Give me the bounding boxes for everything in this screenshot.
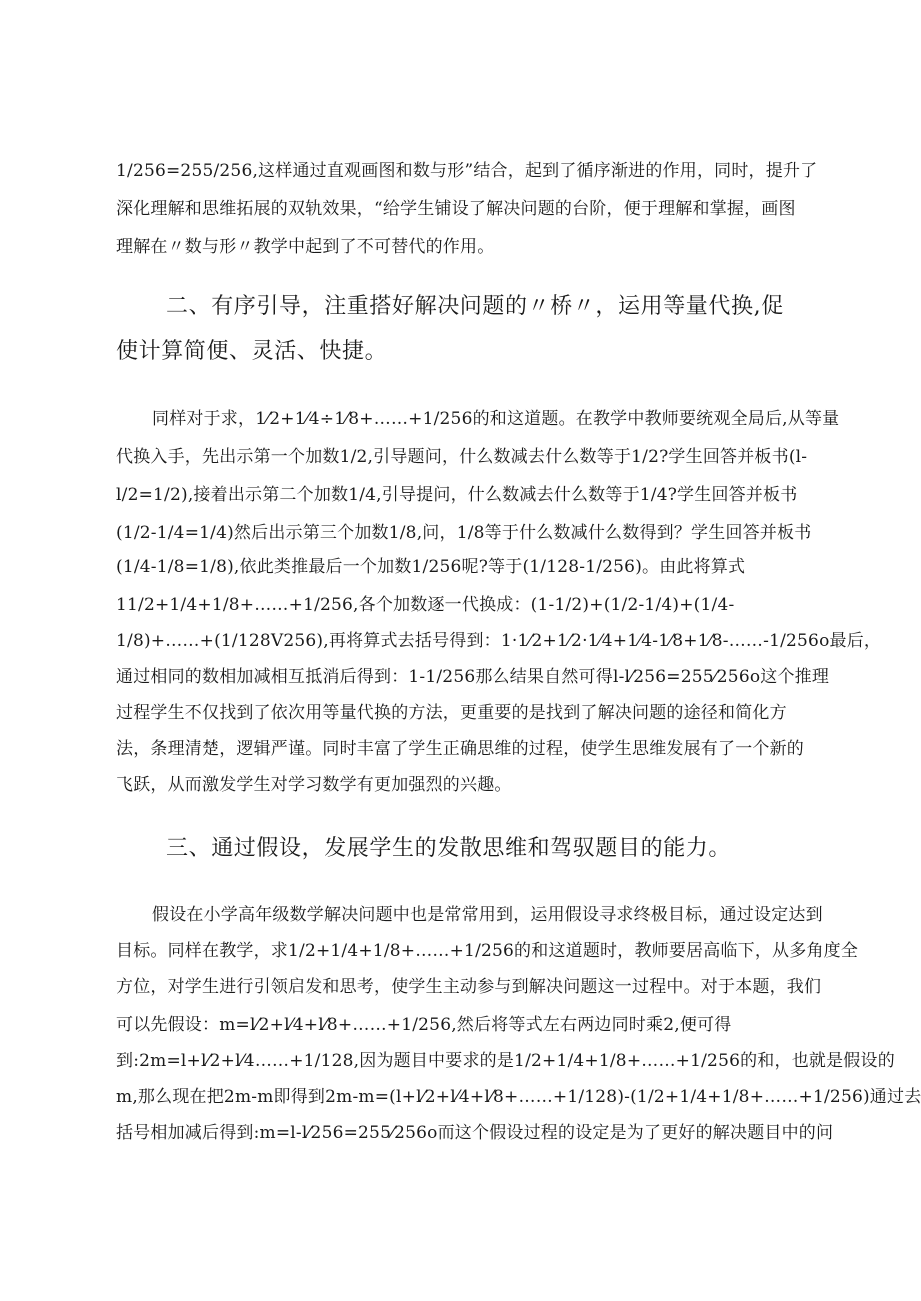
paragraph-line: 同样对于求，1⁄2+1⁄4÷1⁄8+……+1/256的和这道题。在教学中教师要统观全局后,从等量 (152, 409, 840, 429)
paragraph-line: 理解在〃数与形〃教学中起到了不可替代的作用。 (116, 237, 495, 257)
paragraph-line: 目标。同样在教学，求1/2+1/4+1/8+……+1/256的和这道题时，教师要居高临下，从多角度全 (116, 941, 859, 961)
paragraph-line: (1/2-1/4=1/4)然后出示第三个加数1/8,问，1/8等于什么数减什么数得到？学生回答并板书 (116, 523, 812, 543)
paragraph-line: m,那么现在把2m-m即得到2m-m=(l+l⁄2+l⁄4+l⁄8+……+1/128)-(1/2+1/4+1/8+……+1/256)通过去 (116, 1087, 921, 1107)
paragraph-line: (1/4-1/8=1/8),依此类推最后一个加数1/256呢?等于(1/128-1/256)。由此将算式 (116, 557, 746, 577)
paragraph-line: 代换入手，先出示第一个加数1/2,引导题问，什么数减去什么数等于1/2?学生回答并板书(l- (116, 447, 808, 467)
section-heading: 二、有序引导，注重搭好解决问题的〃桥〃，运用等量代换,促 (166, 294, 784, 319)
paragraph-line: 假设在小学高年级数学解决问题中也是常常用到，运用假设寻求终极目标，通过设定达到 (152, 905, 823, 925)
paragraph-line: 1/8)+……+(1/128V256),再将算式去括号得到：1·1⁄2+1⁄2·1⁄4+1⁄4-1⁄8+1⁄8-……-1/256o最后， (116, 631, 882, 651)
paragraph-line: 法，条理清楚，逻辑严谨。同时丰富了学生正确思维的过程，使学生思维发展有了一个新的 (116, 739, 804, 759)
section-heading: 三、通过假设，发展学生的发散思维和驾驭题目的能力。 (166, 836, 732, 861)
paragraph-line: 过程学生不仅找到了依次用等量代换的方法，更重要的是找到了解决问题的途径和简化方 (116, 703, 787, 723)
paragraph-line: 1/256=255/256,这样通过直观画图和数与形”结合，起到了循序渐进的作用，同时，提升了 (116, 161, 818, 181)
paragraph-line: 到:2m=l+l⁄2+l⁄4……+1/128,因为题目中要求的是1/2+1/4+1/8+……+1/256的和，也就是假设的 (116, 1051, 895, 1071)
paragraph-line: 飞跃，从而激发学生对学习数学有更加强烈的兴趣。 (116, 775, 512, 795)
paragraph-line: 11/2+1/4+1/8+……+1/256,各个加数逐一代换成：(1-1/2)+(1/2-1/4)+(1/4- (116, 595, 735, 615)
paragraph-line: l/2=1/2),接着出示第二个加数1/4,引导提问，什么数减去什么数等于1/4?学生回答并板书 (116, 485, 798, 505)
paragraph-line: 通过相同的数相加减相互抵消后得到：1-1/256那么结果自然可得l-l⁄256=255⁄256o这个推理 (116, 667, 830, 687)
section-heading: 使计算简便、灵活、快捷。 (116, 339, 388, 364)
paragraph-line: 深化理解和思维拓展的双轨效果，“给学生铺设了解决问题的台阶，便于理解和掌握，画图 (116, 199, 796, 219)
paragraph-line: 括号相加减后得到:m=l-l⁄256=255⁄256o而这个假设过程的设定是为了更好的解决题目中的问 (116, 1123, 834, 1143)
paragraph-line: 可以先假设：m=l⁄2+l⁄4+l⁄8+……+1/256,然后将等式左右两边同时乘2,便可得 (116, 1015, 732, 1035)
paragraph-line: 方位，对学生进行引领启发和思考，使学生主动参与到解决问题这一过程中。对于本题，我们 (116, 977, 822, 997)
